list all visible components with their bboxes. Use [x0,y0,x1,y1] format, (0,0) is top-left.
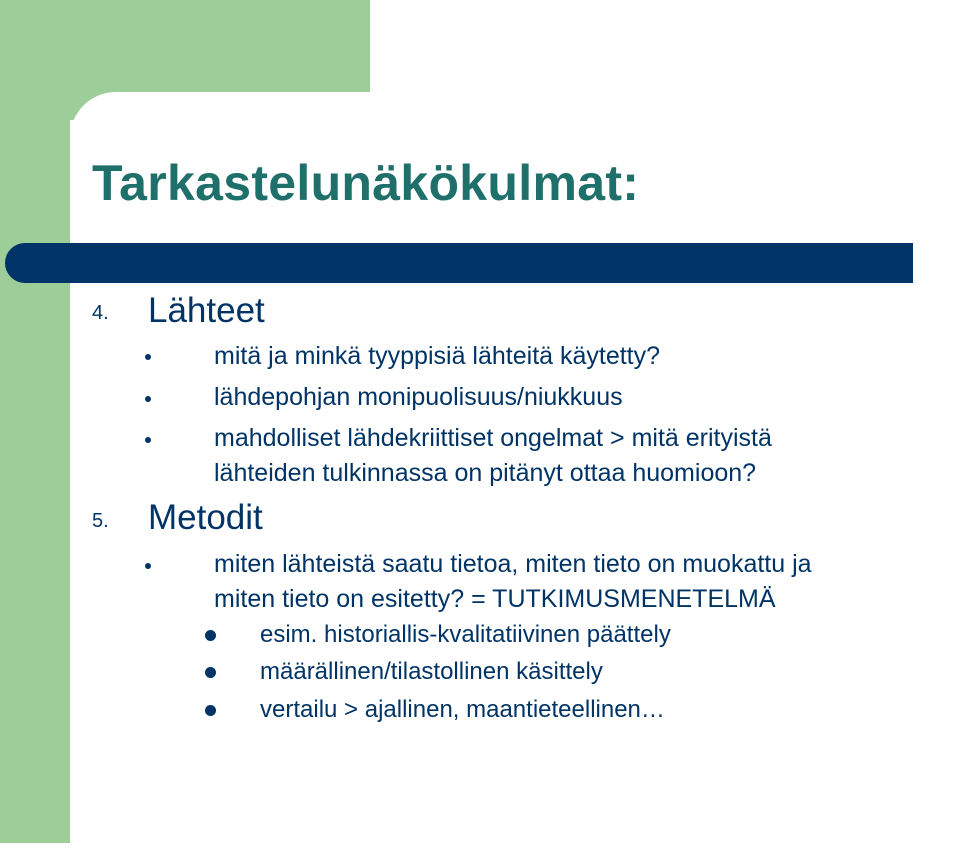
bullet-icon [205,667,216,678]
section-number: 4. [92,302,109,324]
list-item: lähdepohjan monipuolisuus/niukkuus [214,383,623,411]
slide-title: Tarkastelunäkökulmat: [92,155,640,211]
title-underline-bar [5,243,913,283]
list-item: mitä ja minkä tyyppisiä lähteitä käytetty? [214,342,661,370]
bullet-icon [145,396,151,402]
list-item-continuation: lähteiden tulkinnassa on pitänyt ottaa huomioon? [214,459,757,487]
section-number: 5. [92,510,109,532]
bullet-icon [205,705,216,716]
sub-list-item: määrällinen/tilastollinen käsittely [260,658,603,685]
list-item: mahdolliset lähdekriittiset ongelmat > mitä erityistä [214,424,772,452]
sub-list-item: vertailu > ajallinen, maantieteellinen… [260,696,665,723]
section-heading: Metodit [148,498,263,537]
decorative-green-strip-left [0,0,70,843]
list-item-continuation: miten tieto on esitetty? = TUTKIMUSMENETELMÄ [214,585,776,613]
bullet-icon [205,630,216,641]
bullet-icon [145,563,151,569]
section-heading: Lähteet [148,291,265,330]
list-item: miten lähteistä saatu tietoa, miten tieto on muokattu ja [214,550,812,578]
bullet-icon [145,437,151,443]
sub-list-item: esim. historiallis-kvalitatiivinen päättely [260,621,671,648]
bullet-icon [145,354,151,360]
